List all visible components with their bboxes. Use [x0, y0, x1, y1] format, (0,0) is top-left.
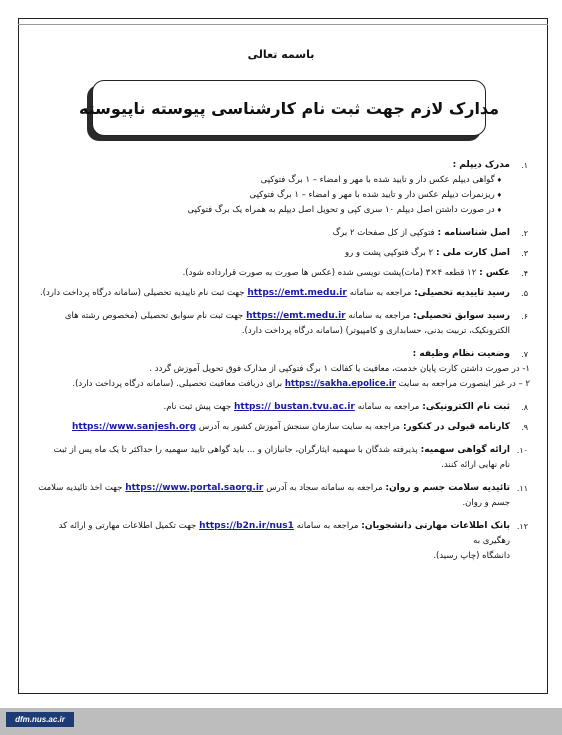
item-label: کارنامه قبولی در کنکور: [402, 422, 510, 432]
page-title: مدارک لازم جهت ثبت نام کارشناسی پیوسته ناپیوسته [78, 98, 500, 118]
item-national-card [30, 246, 530, 261]
item-diploma [30, 158, 530, 218]
item-electronic-registration [30, 400, 530, 415]
item-number: ۱۲. [516, 522, 528, 531]
item-number: ۱۰. [516, 446, 528, 455]
military-line-1: ۱- در صورت داشتن کارت پایان خدمت، معافیت یا کفالت ۱ برگ فتوکپی از مدارک فوق تحویل آموزش گردد . [149, 364, 530, 374]
emt-link[interactable]: https://emt.medu.ir [247, 288, 347, 298]
item-text: مراجعه به سامانه [349, 288, 412, 298]
item-text: ۲ – در غیر اینصورت مراجعه به سایت [398, 379, 530, 389]
item-text: مراجعه به سامانه سجاد به آدرس [266, 483, 383, 493]
item-number: ۶. [521, 312, 528, 321]
item-text: فتوکپی از کل صفحات ۲ برگ [332, 228, 435, 238]
item-number: ۵. [521, 289, 528, 298]
item-health-certificate [30, 481, 530, 511]
item-number: ۲. [521, 229, 528, 238]
sub-item: ♦ ریزنمرات دیپلم عکس دار و تایید شده با مهر و امضاء – ۱ برگ فتوکپی [30, 188, 510, 203]
item-military-status [30, 347, 530, 362]
item-text-continued: الکترونکیک، تربیت بدنی، حسابداری و کامپیوتر) (سامانه درگاه پرداخت دارد). [241, 326, 510, 336]
item-label: ثبت نام الکترونیکی: [422, 402, 510, 412]
footer-band [0, 708, 562, 735]
b2n-link[interactable]: https://b2n.ir/nus1 [199, 521, 294, 531]
title-box [78, 80, 500, 136]
item-label: ارائه گواهی سهمیه: [420, 445, 510, 455]
item-label: رسید سوابق تحصیلی: [412, 311, 510, 321]
item-skills-database [30, 519, 530, 564]
item-number: ۳. [521, 249, 528, 258]
item-number: ۸. [521, 403, 528, 412]
site-logo[interactable]: dfm.nus.ac.ir [6, 712, 74, 727]
item-text: پذیرفته شدگان با سهمیه ایثارگران، جانبازان و ... باید گواهی تایید سهمیه را حداکثر تا یک ماه پس از ثبت [53, 445, 418, 455]
item-text: جهت پیش ثبت نام. [163, 402, 232, 412]
item-number: ۹. [521, 423, 528, 432]
item-text: ۲ برگ فتوکپی پشت و رو [345, 248, 434, 258]
sanjesh-link[interactable]: https://www.sanjesh.org [72, 422, 197, 432]
item-label: عکس : [479, 268, 510, 278]
item-text: برای دریافت معافیت تحصیلی. (سامانه درگاه پرداخت دارد). [72, 379, 283, 389]
item-label: بانک اطلاعات مهارتی دانشجویان: [361, 521, 510, 531]
sakha-link[interactable]: https://sakha.epolice.ir [284, 379, 396, 389]
item-text: جهت اخذ تائیدیه سلامت [38, 483, 123, 493]
item-number: ۴. [521, 269, 528, 278]
basmala-heading: باسمه تعالی [247, 48, 315, 61]
item-birth-certificate [30, 226, 530, 241]
item-number: ۷. [521, 350, 528, 359]
sub-item: ♦ در صورت داشتن اصل دیپلم ۱۰ سری کپی و تحویل اصل دیپلم به همراه یک برگ فتوکپی [30, 203, 510, 218]
requirements-list [30, 158, 530, 564]
item-label: وضعیت نظام وظیفه : [412, 349, 510, 359]
sub-item: ♦ گواهی دیپلم عکس دار و تایید شده با مهر و امضاء – ۱ برگ فتوکپی [30, 173, 510, 188]
bustan-link[interactable]: https:// bustan.tvu.ac.ir [233, 402, 355, 412]
item-quota-certificate [30, 443, 530, 473]
item-text: مراجعه به سامانه [348, 311, 411, 321]
item-photo [30, 266, 530, 281]
item-label: اصل کارت ملی : [435, 248, 510, 258]
item-label: مدرک دیپلم : [452, 160, 510, 170]
item-text: جهت ثبت نام سوابق تحصیلی (مخصوص رشته های [64, 311, 244, 321]
military-line-2 [30, 377, 530, 392]
item-exam-report [30, 420, 530, 435]
item-text: جهت ثبت نام تاییدیه تحصیلی (سامانه درگاه پرداخت دارد). [39, 288, 245, 298]
item-text-continued: نام نهایی ارائه کنند. [441, 460, 510, 470]
item-number: ۱۱. [516, 484, 528, 493]
saorg-link[interactable]: https://www.portal.saorg.ir [125, 483, 264, 493]
emt-link[interactable]: https://emt.medu.ir [246, 311, 346, 321]
item-text: مراجعه به سامانه [357, 402, 420, 412]
item-number: ۱. [521, 161, 528, 170]
item-text: مراجعه به سایت سازمان سنجش آموزش کشور به آدرس [198, 422, 401, 432]
item-text: مراجعه به سامانه [296, 521, 359, 531]
item-education-records [30, 309, 530, 339]
item-text: جهت تکمیل اطلاعات مهارتی و ارائه کد رهگیری به [58, 521, 510, 546]
item-label: اصل شناسنامه : [437, 228, 510, 238]
header-rule [18, 18, 548, 25]
item-education-verification [30, 286, 530, 301]
item-text: ۱۲ قطعه ۴×۳ (مات)پشت نویسی شده (عکس ها صورت به صورت قرارداده شود). [182, 268, 477, 278]
item-label: رسید تاییدیه تحصیلی: [414, 288, 510, 298]
item-text-continued: جسم و روان. [462, 498, 510, 508]
item-label: تائیدیه سلامت جسم و روان: [385, 483, 510, 493]
item-text-continued: دانشگاه (چاپ رسید). [433, 551, 510, 561]
